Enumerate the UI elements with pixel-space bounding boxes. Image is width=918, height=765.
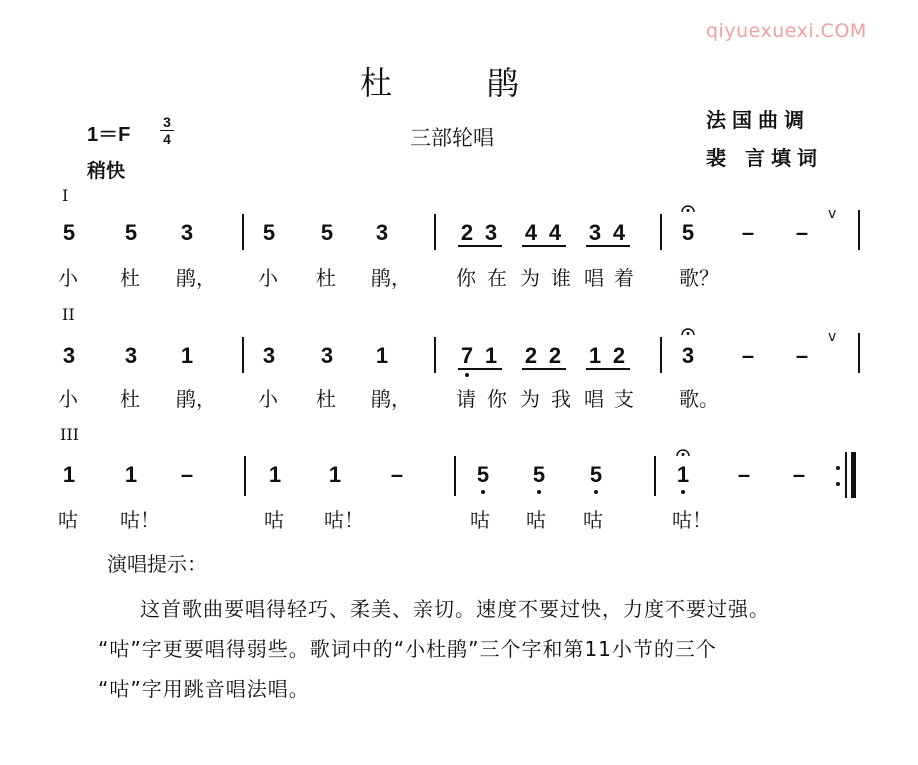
bar-line — [434, 214, 436, 250]
note: – — [737, 462, 751, 487]
hints-line-3: “咕”字用跳音唱法唱。 — [98, 677, 310, 701]
end-bar-line — [851, 452, 856, 498]
tempo-marking: 稍快 — [87, 160, 126, 182]
bar-line — [654, 456, 656, 496]
lyric: 唱 — [584, 387, 604, 411]
lyric: 小 — [58, 266, 78, 290]
bar-line — [244, 456, 246, 496]
lyric: 杜 — [316, 387, 336, 411]
composer-credit: 法国曲调 — [706, 108, 810, 132]
note: – — [741, 220, 755, 245]
lyric: 请 — [456, 387, 476, 411]
note: 1 — [328, 462, 342, 487]
lyric: 我 — [551, 387, 571, 411]
lyric: 歌。 — [679, 387, 719, 411]
note: 1 — [124, 462, 138, 487]
note: 4 — [548, 220, 562, 245]
lyric: 咕 — [264, 508, 284, 532]
note: 5 — [62, 220, 76, 245]
note: 3 — [320, 343, 334, 368]
hints-line-2: “咕”字更要唱得弱些。歌词中的“小杜鹃”三个字和第11小节的三个 — [98, 637, 717, 661]
bar-line — [858, 210, 860, 250]
fermata-icon — [675, 443, 691, 459]
hints-title: 演唱提示： — [107, 552, 207, 576]
note: 4 — [524, 220, 538, 245]
repeat-dot — [836, 466, 840, 470]
lyric: 咕！ — [120, 508, 160, 532]
low-octave-dot — [481, 490, 485, 494]
lyric: 小 — [258, 387, 278, 411]
time-signature — [160, 115, 174, 146]
lyric: 小 — [258, 266, 278, 290]
bar-line — [660, 214, 662, 250]
note: 1 — [268, 462, 282, 487]
lyric: 杜 — [120, 266, 140, 290]
note: 2 — [612, 343, 626, 368]
lyric: 杜 — [316, 266, 336, 290]
note: 5 — [124, 220, 138, 245]
site-watermark: qiyuexuexi.COM — [706, 20, 867, 42]
part-label-1: I — [62, 186, 69, 205]
note: 5 — [476, 462, 490, 487]
eighth-beam — [586, 245, 630, 247]
repeat-dot — [836, 482, 840, 486]
hints-line-1: 这首歌曲要唱得轻巧、柔美、亲切。速度不要过快，力度不要过强。 — [140, 597, 770, 621]
lyric: 鹃， — [176, 387, 216, 411]
note: 1 — [588, 343, 602, 368]
note: 5 — [262, 220, 276, 245]
lyric: 歌？ — [679, 266, 719, 290]
note: 2 — [524, 343, 538, 368]
note: 1 — [676, 462, 690, 487]
lyric: 咕！ — [672, 508, 712, 532]
note: 3 — [124, 343, 138, 368]
note: – — [795, 220, 809, 245]
bar-line — [454, 456, 456, 496]
note: 3 — [588, 220, 602, 245]
breath-mark: v — [828, 329, 837, 345]
low-octave-dot — [537, 490, 541, 494]
note: 3 — [262, 343, 276, 368]
fermata-icon — [680, 199, 696, 215]
lyric: 鹃， — [371, 266, 411, 290]
bar-line — [845, 452, 847, 498]
song-subtitle: 三部轮唱 — [410, 126, 494, 150]
lyric: 着 — [614, 266, 634, 290]
note: 7 — [460, 343, 474, 368]
bar-line — [858, 333, 860, 373]
note: – — [795, 343, 809, 368]
note: 1 — [62, 462, 76, 487]
lyric: 鹃， — [176, 266, 216, 290]
note: – — [180, 462, 194, 487]
note: 5 — [589, 462, 603, 487]
note: 3 — [180, 220, 194, 245]
lyric: 你 — [487, 387, 507, 411]
note: 2 — [548, 343, 562, 368]
note: 5 — [681, 220, 695, 245]
lyric: 杜 — [120, 387, 140, 411]
eighth-beam — [522, 245, 566, 247]
lyric: 唱 — [584, 266, 604, 290]
lyric: 咕 — [58, 508, 78, 532]
lyric: 支 — [614, 387, 634, 411]
note: 5 — [532, 462, 546, 487]
part-label-2: II — [62, 305, 75, 324]
lyric: 谁 — [551, 266, 571, 290]
low-octave-dot — [681, 490, 685, 494]
note: 3 — [62, 343, 76, 368]
lyric: 鹃， — [371, 387, 411, 411]
lyric: 咕 — [526, 508, 546, 532]
breath-mark: v — [828, 206, 837, 222]
note: 5 — [320, 220, 334, 245]
lyric: 小 — [58, 387, 78, 411]
low-octave-dot — [594, 490, 598, 494]
lyric: 为 — [520, 387, 540, 411]
bar-line — [242, 337, 244, 373]
song-title: 杜鹃 — [360, 64, 615, 102]
lyric: 咕 — [583, 508, 603, 532]
note: – — [741, 343, 755, 368]
note: – — [390, 462, 404, 487]
note: 1 — [375, 343, 389, 368]
bar-line — [434, 337, 436, 373]
low-octave-dot — [465, 373, 469, 377]
part-label-3: III — [60, 425, 79, 444]
lyric: 为 — [520, 266, 540, 290]
time-signature-bottom: 4 — [163, 131, 171, 147]
lyric: 咕 — [470, 508, 490, 532]
note: 3 — [681, 343, 695, 368]
note: – — [792, 462, 806, 487]
note: 3 — [484, 220, 498, 245]
time-signature-top: 3 — [163, 114, 171, 130]
note: 4 — [612, 220, 626, 245]
lyricist-credit: 裴 言填词 — [706, 146, 823, 170]
note: 1 — [484, 343, 498, 368]
eighth-beam — [522, 368, 566, 370]
lyric: 在 — [487, 266, 507, 290]
eighth-beam — [586, 368, 630, 370]
bar-line — [660, 337, 662, 373]
key-signature: 1＝F — [87, 124, 131, 146]
lyric: 咕！ — [324, 508, 364, 532]
eighth-beam — [458, 245, 502, 247]
note: 2 — [460, 220, 474, 245]
note: 3 — [375, 220, 389, 245]
lyric: 你 — [456, 266, 476, 290]
eighth-beam — [458, 368, 502, 370]
note: 1 — [180, 343, 194, 368]
fermata-icon — [680, 322, 696, 338]
bar-line — [242, 214, 244, 250]
